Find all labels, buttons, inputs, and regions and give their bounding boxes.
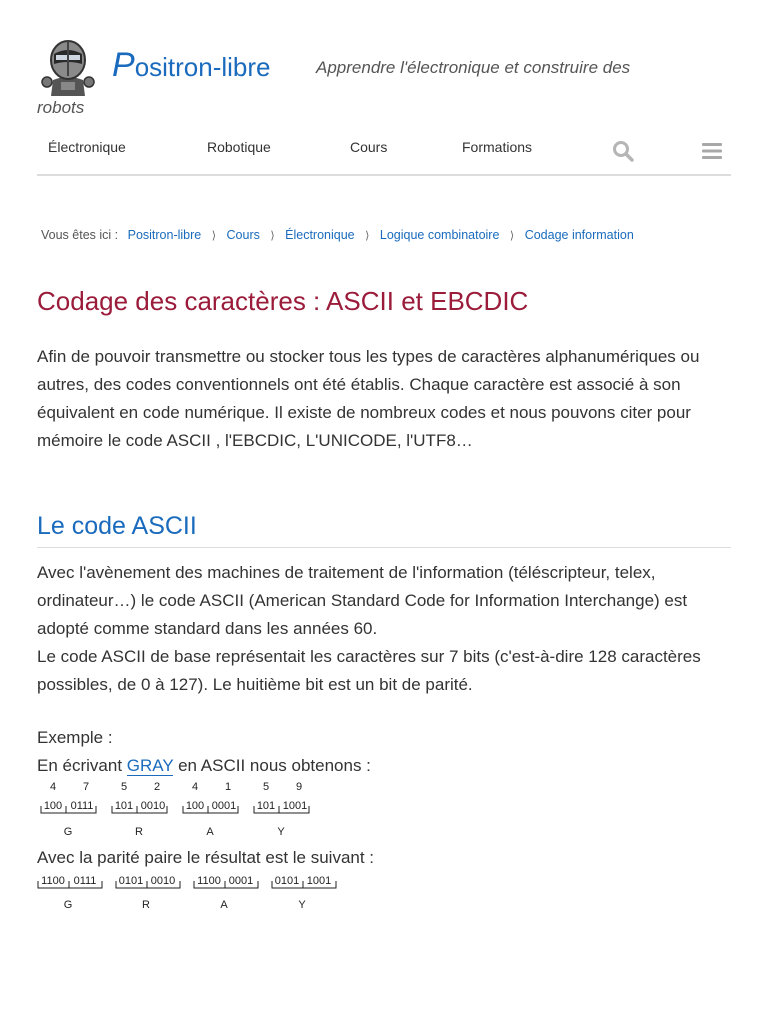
nav-formations[interactable]: Formations [462,139,533,155]
bits-low: 0010 [140,800,166,812]
section-title-ascii: Le code ASCII [37,512,731,548]
example-line [37,752,731,780]
breadcrumb-separator: ⟩ [509,230,515,242]
bits-low: 1001 [306,875,332,887]
bits-high: 0101 [118,875,144,887]
hex-digit-high: 5 [262,781,270,793]
breadcrumb [41,228,634,242]
bits-high: 0101 [274,875,300,887]
breadcrumb-logique-combinatoire[interactable]: Logique combinatoire [379,228,500,242]
breadcrumb-separator: ⟩ [365,230,370,242]
site-name-link[interactable] [112,46,271,85]
ascii-encoding-figure [37,778,337,840]
hex-digit-low: 9 [295,781,303,793]
breadcrumb-codage-information[interactable]: Codage information [524,228,634,242]
menu-icon[interactable] [701,140,723,162]
main-navigation [37,128,731,176]
breadcrumb-positron-libre[interactable]: Positron-libre [127,228,202,242]
hex-digit-high: 4 [191,781,199,793]
site-tagline: Apprendre l'électronique et construire des [316,58,631,77]
bits-low: 0111 [73,875,97,887]
site-name-rest: ositron-libre [134,52,271,82]
hex-digit-low: 7 [82,781,90,793]
bits-low: 0001 [211,800,237,812]
site-initial: P [112,46,135,84]
search-icon[interactable] [611,139,635,163]
character-label: A [206,826,214,838]
bits-low: 0001 [228,875,254,887]
bits-high: 101 [256,800,276,812]
breadcrumb-separator: ⟩ [270,230,275,242]
bits-high: 1100 [41,875,65,887]
hex-digit-low: 1 [224,781,232,793]
example-prefix: En écrivant [37,756,127,775]
bits-high: 1100 [197,875,221,887]
bits-high: 100 [185,800,205,812]
example-label: Exemple : [37,728,113,747]
parity-encoding-figure [37,870,337,914]
hex-digit-low: 2 [153,781,161,793]
breadcrumb-separator: ⟩ [211,230,217,242]
gray-link[interactable]: GRAY [126,756,174,775]
bits-low: 0111 [70,800,94,812]
site-tagline-continued: robots [37,98,85,117]
bits-high: 101 [114,800,134,812]
hex-digit-high: 4 [49,781,57,793]
ascii-bits-text: Le code ASCII de base représentait les caractères sur 7 bits (c'est-à-dire 128 caractères possibles, de 0 à 127). Le huitième bit est un bit de parité. [37,647,701,694]
page-title: Codage des caractères : ASCII et EBCDIC [37,286,529,316]
site-header [37,36,731,120]
breadcrumb-label: Vous êtes ici : [41,228,119,242]
character-label: G [63,899,73,911]
bits-high: 100 [43,800,63,812]
robot-logo-icon[interactable] [41,38,95,96]
parity-text: Avec la parité paire le résultat est le suivant : [37,848,375,867]
character-label: G [63,826,73,838]
ascii-description [37,559,731,699]
nav-robotique[interactable]: Robotique [207,139,271,155]
character-label: Y [277,826,285,838]
character-label: R [142,899,150,911]
character-label: R [135,826,143,838]
nav-cours[interactable]: Cours [350,139,388,155]
nav-electronique[interactable]: Électronique [48,139,126,155]
intro-paragraph: Afin de pouvoir transmettre ou stocker tous les types de caractères alphanumériques ou autres, des codes conventionnels ont été établis. Chaque caractère est associé à son équivalent en code numérique. Il existe de nombreux codes et nous pouvons citer pour mémoire le code ASCII , l'EBCDIC, L'UNICODE, l'UTF8… [37,347,700,450]
bits-low: 1001 [282,800,308,812]
ascii-history-text: Avec l'avènement des machines de traitement de l'information (téléscripteur, telex, ordinateur…) le code ASCII (American Standard Code for Information Interchange) est adopté comme standard dans les années 60. [37,563,688,638]
hex-digit-high: 5 [120,781,128,793]
character-label: Y [298,899,306,911]
example-suffix: en ASCII nous obtenons : [173,756,371,775]
breadcrumb-electronique[interactable]: Électronique [285,228,355,242]
character-label: A [220,899,228,911]
breadcrumb-cours[interactable]: Cours [226,228,260,242]
bits-low: 0010 [150,875,176,887]
